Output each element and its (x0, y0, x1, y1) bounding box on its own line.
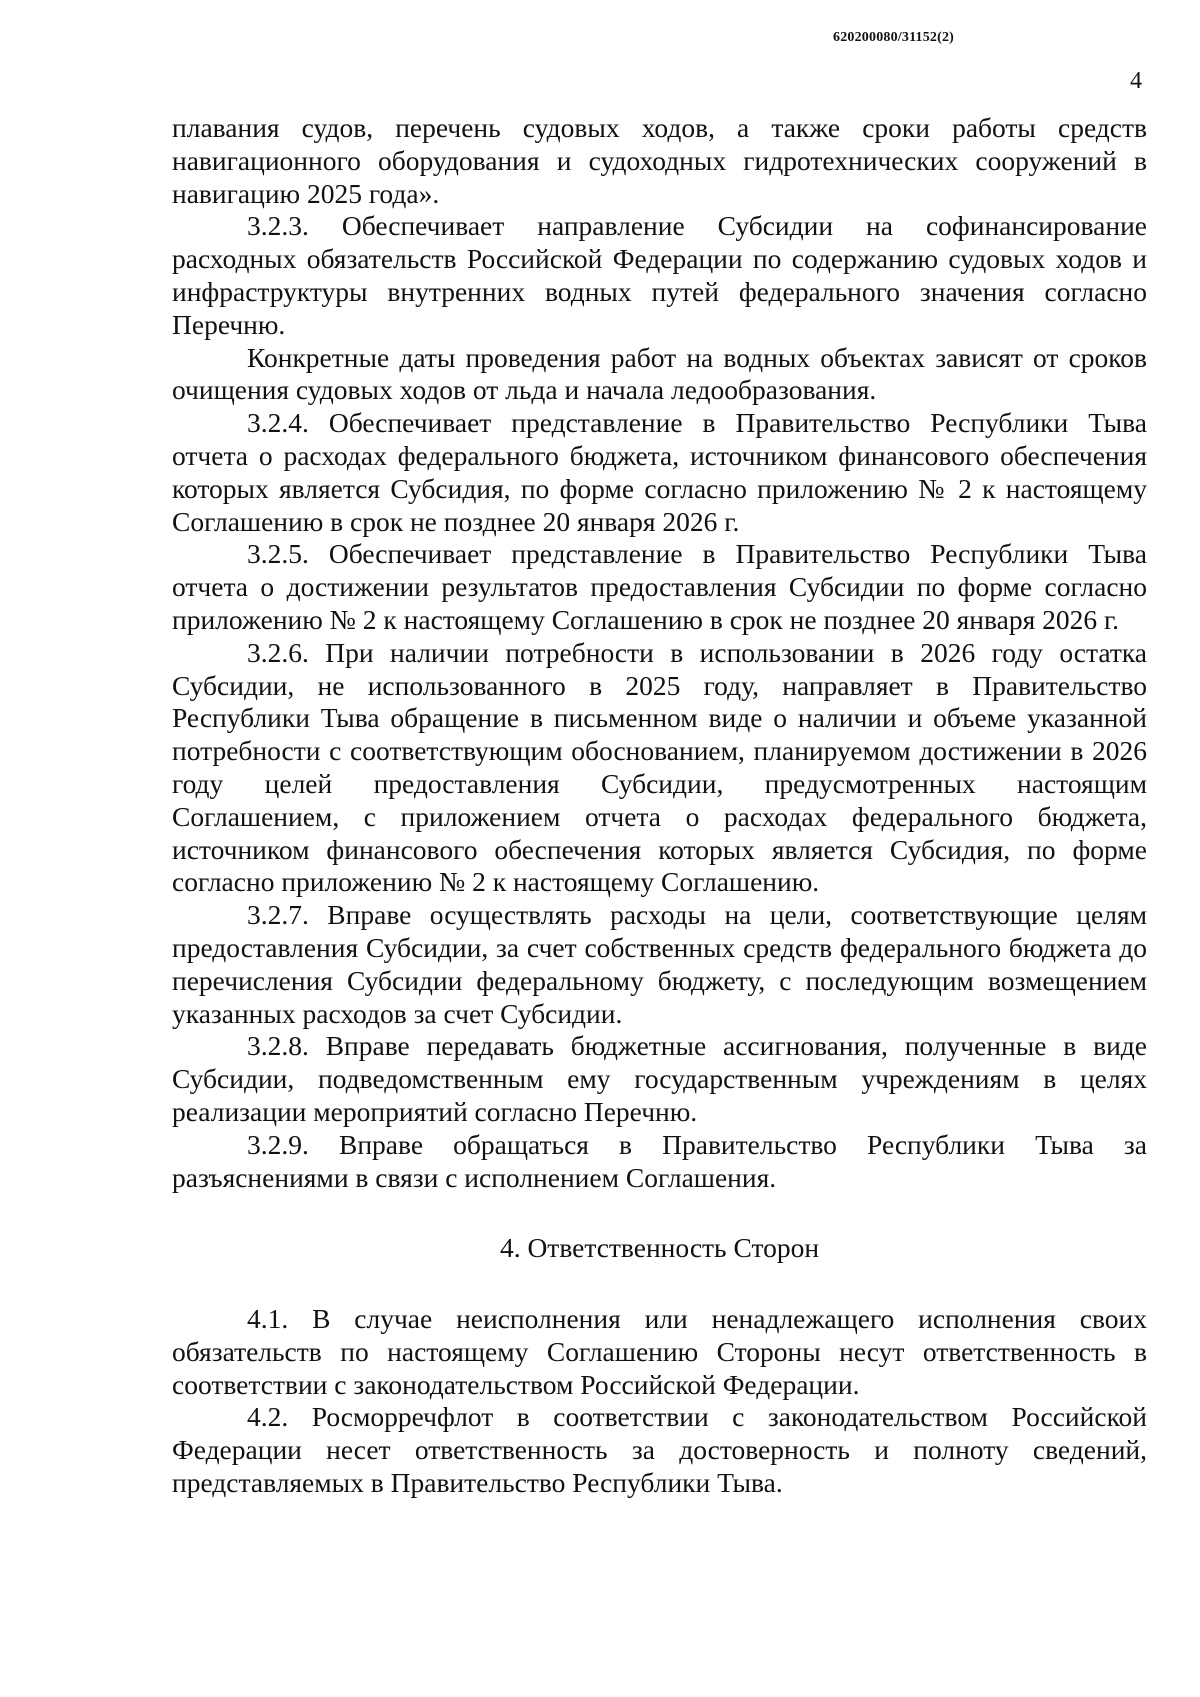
paragraph-4-2: 4.2. Росморречфлот в соответствии с законодательством Российской Федерации несет ответственность за достоверность и полноту сведений, представляемых в Правительство Республики Тыва. (172, 1401, 1147, 1499)
paragraph-continuation: плавания судов, перечень судовых ходов, а также сроки работы средств навигационного оборудования и судоходных гидротехнических сооружений в навигацию 2025 года». (172, 112, 1147, 209)
section-heading: 4. Ответственность Сторон (499, 1232, 820, 1264)
paragraph-3-2-7: 3.2.7. Вправе осуществлять расходы на цели, соответствующие целям предоставления Субсидии, за счет собственных средств федерального бюджета до перечисления Субсидии федеральному бюджету, с последующим возмещением указанных расходов за счет Субсидии. (172, 899, 1147, 1029)
paragraph-work-dates: Конкретные даты проведения работ на водных объектах зависят от сроков очищения судовых ходов от льда и начала ледообразования. (172, 341, 1147, 406)
paragraph-4-1: 4.1. В случае неисполнения или ненадлежащего исполнения своих обязательств по настоящему Соглашению Стороны несут ответственность в соответствии с законодательством Российской Федерации. (172, 1303, 1147, 1400)
paragraph-3-2-5: 3.2.5. Обеспечивает представление в Правительство Республики Тыва отчета о достижении результатов предоставления Субсидии по форме согласно приложению № 2 к настоящему Соглашению в срок не позднее 20 января 2026 г. (172, 538, 1147, 635)
paragraph-3-2-4: 3.2.4. Обеспечивает представление в Правительство Республики Тыва отчета о расходах федерального бюджета, источником финансового обеспечения которых является Субсидия, по форме согласно приложению № 2 к настоящему Соглашению в срок не позднее 20 января 2026 г. (172, 407, 1147, 537)
paragraph-3-2-9: 3.2.9. Вправе обращаться в Правительство Республики Тыва за разъяснениями в связи с исполнением Соглашения. (172, 1128, 1147, 1193)
document-body (172, 112, 1147, 1500)
paragraph-3-2-6: 3.2.6. При наличии потребности в использовании в 2026 году остатка Субсидии, не использованного в 2025 году, направляет в Правительство Республики Тыва обращение в письменном виде о наличии и объеме указанной потребности с соответствующим обоснованием, планируемом достижении в 2026 году целей предоставления Субсидии, предусмотренных настоящим Соглашением, с приложением отчета о расходах федерального бюджета, источником финансового обеспечения которых является Субсидия, по форме согласно приложению № 2 к настоящему Соглашению. (172, 636, 1147, 898)
paragraph-3-2-3: 3.2.3. Обеспечивает направление Субсидии на софинансирование расходных обязательств Российской Федерации по содержанию судовых ходов и инфраструктуры внутренних водных путей федерального значения согласно Перечню. (172, 210, 1147, 340)
paragraph-3-2-8: 3.2.8. Вправе передавать бюджетные ассигнования, полученные в виде Субсидии, подведомственным ему государственным учреждениям в целях реализации мероприятий согласно Перечню. (172, 1030, 1147, 1127)
document-id: 620200080/31152(2) (833, 30, 955, 45)
page-number: 4 (1130, 68, 1142, 94)
